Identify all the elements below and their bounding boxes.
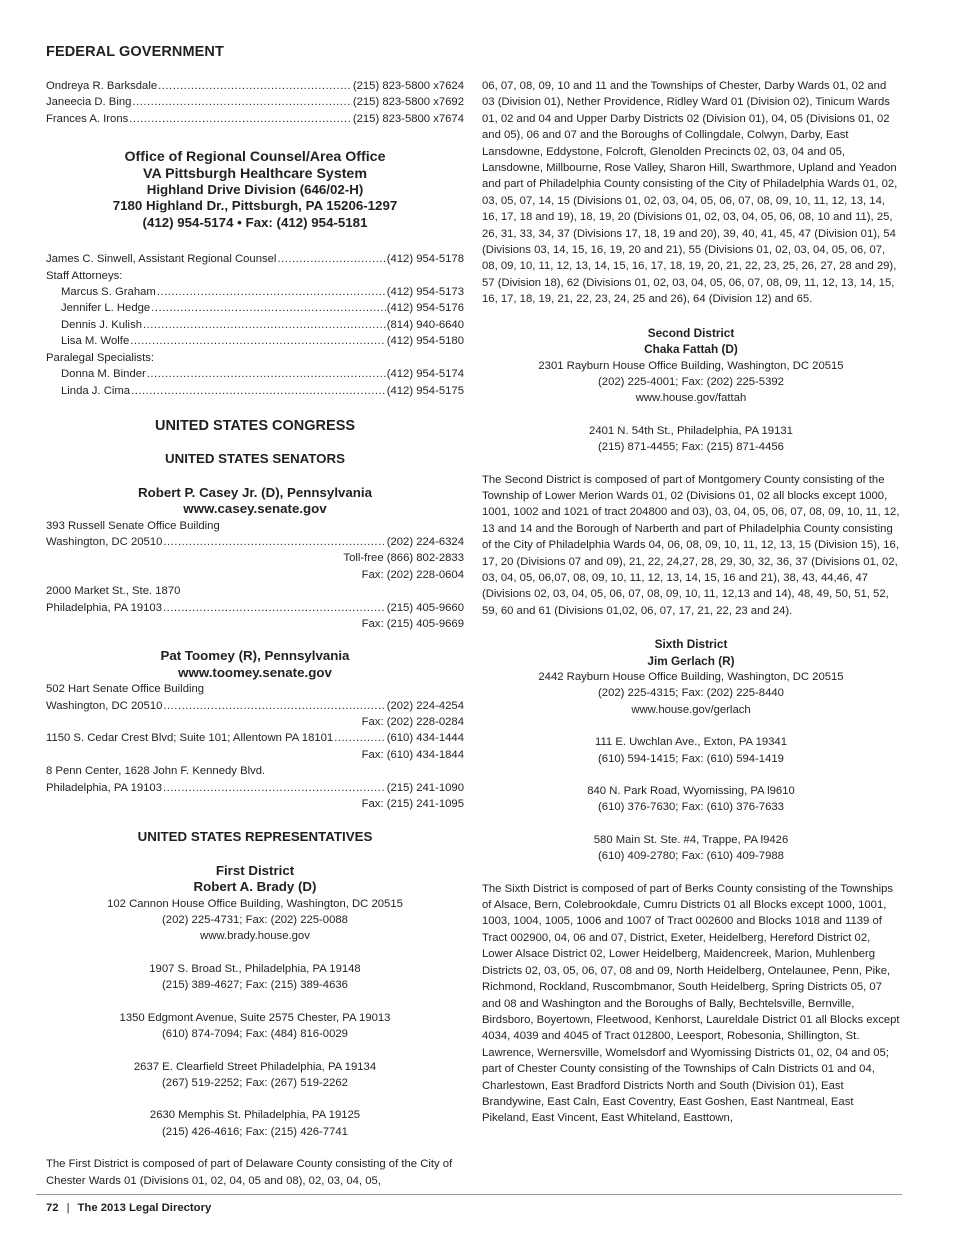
office-phone: (202) 225-4001; Fax: (202) 225-5392 bbox=[598, 375, 784, 388]
office-address: 8 Penn Center, 1628 John F. Kennedy Blvd. bbox=[46, 765, 266, 778]
office-city: Philadelphia, PA 19103 bbox=[46, 781, 162, 794]
office-phone: (610) 409-2780; Fax: (610) 409-7988 bbox=[598, 850, 784, 863]
dot-leader bbox=[147, 366, 386, 382]
contact-phone: (215) 823-5800 x7692 bbox=[352, 96, 464, 109]
page-footer bbox=[46, 1202, 211, 1214]
first-district-heading bbox=[46, 863, 464, 896]
first-district-offices bbox=[46, 896, 464, 1140]
contact-row bbox=[46, 94, 464, 110]
office-phone: (267) 519-2252; Fax: (267) 519-2262 bbox=[162, 1076, 348, 1089]
office-phone: (202) 225-4731; Fax: (202) 225-0088 bbox=[162, 914, 348, 927]
dot-leader bbox=[129, 111, 352, 127]
dot-leader bbox=[163, 780, 386, 796]
district-description: The Sixth District is composed of part of Berks County consisting of the Townships of Alsace, Bern, Colebrookdale, Cumru Districts 01 all Blocks except 1000, 1001, 1003, 1004, 1005, 1006 and 1007 of Tract 002600 and Blocks 1018 and 1139 of Tract 002900, 04, 06 and 07, District, Exeter, Heidelberg, Hereford District 02, Lower Alsace District 02, Lower Heidelberg, Maidencreek, Marion, Muhlenberg Districts 02, 03, 05, 06, 07, 08 and 09, North Heidelberg, Ontelaunee, Penn, Pike, Richmond, Rockland, Ruscombmanor, South Heidelberg, Spring Districts 05, 07 and 08 and Washington and the Boroughs of Bally, Bechtelsville, Bernville, Birdsboro, Boyertown, Fleetwood, Kenhorst, Laureldale District 01 all Blocks except 4034, 4039 and 4045 of Tract 012800, Leesport, Robesonia, Shillington, St. Lawrence, Wernersville, Womelsdorf and Wyomissing Districts 01, 02, 04 and 05; part of Chester County consisting of the Townships of Caln Districts 01 and 04, Charlestown, East Bradford Districts North and South (Division 01), East Brandywine, East Caln, East Coventry, East Goshen, East Nantmeal, East Pikeland, East Vincent, East Whiteland, Easttown, bbox=[482, 882, 900, 1125]
office-phone-row bbox=[46, 730, 464, 746]
office-phone: (215) 871-4455; Fax: (215) 871-4456 bbox=[598, 441, 784, 454]
va-staff-list bbox=[46, 251, 464, 399]
contact-name: James C. Sinwell, Assistant Regional Counsel bbox=[46, 253, 277, 266]
va-office-line: (412) 954-5174 • Fax: (412) 954-5181 bbox=[142, 214, 368, 230]
contact-name: Lisa M. Wolfe bbox=[61, 335, 130, 348]
contact-phone: (412) 954-5174 bbox=[386, 368, 464, 381]
senator-name: Pat Toomey (R), Pennsylvania bbox=[160, 648, 350, 664]
office-city: Washington, DC 20510 bbox=[46, 535, 163, 548]
contact-row bbox=[46, 317, 464, 333]
office-phone: (202) 224-4254 bbox=[386, 699, 464, 712]
dot-leader bbox=[143, 317, 386, 333]
left-column bbox=[46, 78, 464, 1189]
representative-name: Robert A. Brady (D) bbox=[193, 879, 317, 895]
office-phone-row bbox=[46, 780, 464, 796]
office-fax: Fax: (610) 434-1844 bbox=[361, 748, 464, 761]
contact-row bbox=[46, 78, 464, 94]
office-address: 102 Cannon House Office Building, Washington, DC 20515 bbox=[107, 897, 403, 910]
office-phone: (215) 426-4616; Fax: (215) 426-7741 bbox=[162, 1125, 348, 1138]
va-office-line: Office of Regional Counsel/Area Office bbox=[124, 149, 386, 166]
office-phone: (610) 376-7630; Fax: (610) 376-7633 bbox=[598, 801, 784, 814]
contact-name: Jennifer L. Hedge bbox=[61, 302, 151, 315]
second-district-offices bbox=[482, 358, 900, 456]
contact-phone: (412) 954-5173 bbox=[386, 286, 464, 299]
office-address: 2442 Rayburn House Office Building, Washington, DC 20515 bbox=[538, 671, 844, 683]
va-office-line: Highland Drive Division (646/02-H) bbox=[146, 182, 364, 198]
dot-leader bbox=[163, 534, 385, 550]
office-phone: (202) 225-4315; Fax: (202) 225-8440 bbox=[598, 687, 784, 700]
va-office-line: 7180 Highland Dr., Pittsburgh, PA 15206-1297 bbox=[112, 198, 398, 214]
office-website: www.brady.house.gov bbox=[200, 930, 310, 943]
top-contacts bbox=[46, 78, 464, 127]
office-fax: Fax: (202) 228-0284 bbox=[361, 716, 464, 728]
office-website: www.house.gov/gerlach bbox=[631, 703, 751, 716]
contact-name: Linda J. Cima bbox=[61, 384, 131, 397]
footer-rule bbox=[36, 1194, 902, 1195]
representatives-heading: UNITED STATES REPRESENTATIVES bbox=[137, 829, 373, 845]
section-header: FEDERAL GOVERNMENT bbox=[46, 44, 224, 60]
representative-name: Chaka Fattah (D) bbox=[644, 342, 738, 357]
contact-name: Donna M. Binder bbox=[61, 368, 146, 381]
office-tollfree: Toll-free (866) 802-2833 bbox=[343, 552, 464, 565]
contact-row bbox=[46, 300, 464, 316]
contact-row bbox=[46, 111, 464, 127]
second-district-heading bbox=[482, 325, 900, 358]
dot-leader bbox=[131, 383, 386, 399]
contact-name: Janeecia D. Bing bbox=[46, 96, 132, 109]
representative-name: Jim Gerlach (R) bbox=[647, 653, 735, 668]
congress-heading: UNITED STATES CONGRESS bbox=[154, 417, 356, 434]
office-website: www.house.gov/fattah bbox=[635, 392, 747, 405]
contact-name: Ondreya R. Barksdale bbox=[46, 80, 158, 92]
district-description: The Second District is composed of part of Montgomery County consisting of the Township of Lower Merion Wards 01, 02 (Divisions 01, 02 all blocks except 1000, 1001, 1002 and 1021 of tract 204800 and 03), 03, 04, 05, 06, 07, 08, 09, 10, 11, 12, 13 and 14 and the Borough of Narberth and part of Philadelphia County consisting of the City of Philadelphia Wards 04, 06, 08, 09, 10, 11, 12, 13, 15 (Division 15), 16, 17, 20 (Divisions 07 and 09), 21, 22, 24,27, 28, 29, 30, 32, 36, 37 (Divisions 01, 02, 03, 04, 05, 06,07, 08, 09, 10, 11, 12, 13, 14, 15, 16 and 21), 38, 43, 44,46, 47 (Divisions 02, 03, 04, 05, 06, 07, 08, 09, 10, 11, 12,13 and 14), 48, 49, 50, 51, 52, 59, 60 and 61 (Divisions 01,02, 06, 07, 17, 21, 22, 23 and 24). bbox=[482, 473, 900, 617]
page-number: 72 bbox=[46, 1202, 59, 1214]
contact-phone: (215) 823-5800 x7624 bbox=[352, 80, 464, 92]
office-address: 2301 Rayburn House Office Building, Washington, DC 20515 bbox=[538, 359, 844, 372]
district-description: The First District is composed of part of Delaware County consisting of the City of Chester Wards 01 (Divisions 01, 02, 04, 05 and 08), 02, 03, 04, 05, bbox=[46, 1158, 453, 1187]
office-fax: Fax: (202) 228-0604 bbox=[361, 568, 464, 581]
dot-leader bbox=[334, 730, 386, 746]
senator-website: www.toomey.senate.gov bbox=[178, 664, 332, 680]
contact-phone: (215) 823-5800 x7674 bbox=[352, 112, 464, 125]
senator-toomey-heading bbox=[46, 648, 464, 681]
dot-leader bbox=[277, 251, 385, 267]
contact-phone: (412) 954-5178 bbox=[386, 253, 464, 266]
dot-leader bbox=[132, 94, 351, 110]
senator-toomey-offices bbox=[46, 681, 464, 812]
office-phone-row bbox=[46, 600, 464, 616]
office-address: 2630 Memphis St. Philadelphia, PA 19125 bbox=[149, 1109, 361, 1122]
contact-row bbox=[46, 333, 464, 349]
contact-row bbox=[46, 366, 464, 382]
district-description-continued: 06, 07, 08, 09, 10 and 11 and the Townships of Chester, Darby Wards 01, 02 and 03 (Division 01), Nether Providence, Ridley Ward 01 (Division 02), Tinicum Wards 01, 02 and 04 and Upper Darby Districts 02 (Division 01), 04, 05 (Divisions 01, 02 and 05), 06 and 07 and the Boroughs of Collingdale, Colwyn, Darby, East Lansdowne, Eddystone, Folcroft, Glenolden Precincts 02, 03, 04 and 05, Lansdowne, Millbourne, Rose Valley, Sharon Hill, Swarthmore, Upland and Yeadon and part of Philadelphia County consisting of the City of Philadelphia Wards 01, 02, 03, 05, 07, 14, 15 (Divisions 01, 02, 03, 04, 05, 06, 07, 08, 09, 10, 11, 12, 13, 14, 16, 17, 18 and 19), 18, 19, 20 (Divisions 01, 02, 03, 04, 05, 06, 08, 10 and 11), 25, 26, 31, 33, 34, 37 (Divisions 17, 18, 19 and 20), 39, 40, 41, 45, 47 (Division 01), 54 (Divisions 03, 14, 15, 16, 19, 20 and 21), 55 (Divisions 01, 02, 03, 04, 05, 06, 07, 08, 09, 10, 11, 12, 13, 14, 15, 16, 17, 18, 19, 20, 21, 22, 23, 25, 26, 27, 28 and 29), 57 (Division 18), 62 (Divisions 01, 02, 03, 04, 05, 06, 07, 08, 09, 11, 12, 13, 14, 15, 16, 17, 18, 19, 21, 22, 23, 24, 25 and 26), 64 (Division 12) and 65. bbox=[482, 80, 898, 306]
office-address: 840 N. Park Road, Wyomissing, PA l9610 bbox=[587, 785, 795, 798]
office-address: 1350 Edgmont Avenue, Suite 2575 Chester, PA 19013 bbox=[119, 1011, 391, 1024]
dot-leader bbox=[163, 698, 385, 714]
contact-name: Dennis J. Kulish bbox=[61, 318, 142, 331]
office-address: 2401 N. 54th St., Philadelphia, PA 19131 bbox=[589, 424, 793, 437]
office-phone: (215) 389-4627; Fax: (215) 389-4636 bbox=[162, 979, 348, 992]
office-phone-row bbox=[46, 698, 464, 714]
contact-phone: (814) 940-6640 bbox=[386, 318, 464, 331]
senator-name: Robert P. Casey Jr. (D), Pennsylvania bbox=[137, 484, 373, 500]
office-address: 2637 E. Clearfield Street Philadelphia, PA 19134 bbox=[133, 1060, 377, 1073]
sixth-district-heading bbox=[482, 636, 900, 669]
contact-row bbox=[46, 284, 464, 300]
contact-name: Frances A. Irons bbox=[46, 112, 129, 125]
dot-leader bbox=[130, 333, 386, 349]
district-title: First District bbox=[215, 862, 295, 878]
office-city: Philadelphia, PA 19103 bbox=[46, 601, 162, 614]
contact-phone: (412) 954-5180 bbox=[386, 335, 464, 348]
senator-casey-heading bbox=[46, 485, 464, 518]
contact-row bbox=[46, 383, 464, 399]
office-address: 502 Hart Senate Office Building bbox=[46, 683, 205, 696]
publication-title: The 2013 Legal Directory bbox=[77, 1202, 212, 1214]
dot-leader bbox=[157, 284, 386, 300]
sixth-district-offices bbox=[482, 669, 900, 865]
office-phone: (215) 241-1090 bbox=[386, 781, 464, 794]
office-city: Washington, DC 20510 bbox=[46, 699, 163, 712]
paralegals-label: Paralegal Specialists: bbox=[46, 351, 155, 364]
contact-phone: (412) 954-5175 bbox=[386, 384, 464, 397]
staff-attorneys-label: Staff Attorneys: bbox=[46, 269, 123, 282]
office-address: 1150 S. Cedar Crest Blvd; Suite 101; Allentown PA 18101 bbox=[46, 732, 334, 745]
office-phone: (610) 434-1444 bbox=[386, 732, 464, 745]
district-title: Sixth District bbox=[654, 637, 728, 652]
dot-leader bbox=[158, 78, 352, 94]
right-column bbox=[482, 78, 900, 1127]
office-phone: (610) 594-1415; Fax: (610) 594-1419 bbox=[598, 752, 784, 765]
contact-row bbox=[46, 251, 464, 267]
dot-leader bbox=[163, 600, 386, 616]
office-address: 580 Main St. Ste. #4, Trappe, PA l9426 bbox=[593, 833, 789, 846]
office-fax: Fax: (215) 405-9669 bbox=[361, 617, 464, 630]
district-title: Second District bbox=[647, 325, 735, 340]
office-fax: Fax: (215) 241-1095 bbox=[361, 798, 464, 811]
senators-heading: UNITED STATES SENATORS bbox=[164, 451, 345, 467]
senator-website: www.casey.senate.gov bbox=[183, 501, 327, 517]
footer-separator: | bbox=[66, 1202, 70, 1214]
office-phone: (215) 405-9660 bbox=[386, 601, 464, 614]
contact-name: Marcus S. Graham bbox=[61, 286, 156, 299]
senator-casey-offices bbox=[46, 518, 464, 633]
office-phone-row bbox=[46, 534, 464, 550]
office-address: 111 E. Uwchlan Ave., Exton, PA 19341 bbox=[595, 736, 787, 749]
office-phone: (202) 224-6324 bbox=[386, 535, 464, 548]
office-address: 1907 S. Broad St., Philadelphia, PA 19148 bbox=[149, 962, 361, 975]
dot-leader bbox=[151, 300, 386, 316]
va-office-line: VA Pittsburgh Healthcare System bbox=[143, 165, 367, 182]
va-office-heading bbox=[46, 149, 464, 231]
office-address: 2000 Market St., Ste. 1870 bbox=[46, 585, 181, 598]
office-phone: (610) 874-7094; Fax: (484) 816-0029 bbox=[162, 1028, 348, 1041]
contact-phone: (412) 954-5176 bbox=[386, 302, 464, 315]
office-address: 393 Russell Senate Office Building bbox=[46, 519, 220, 532]
